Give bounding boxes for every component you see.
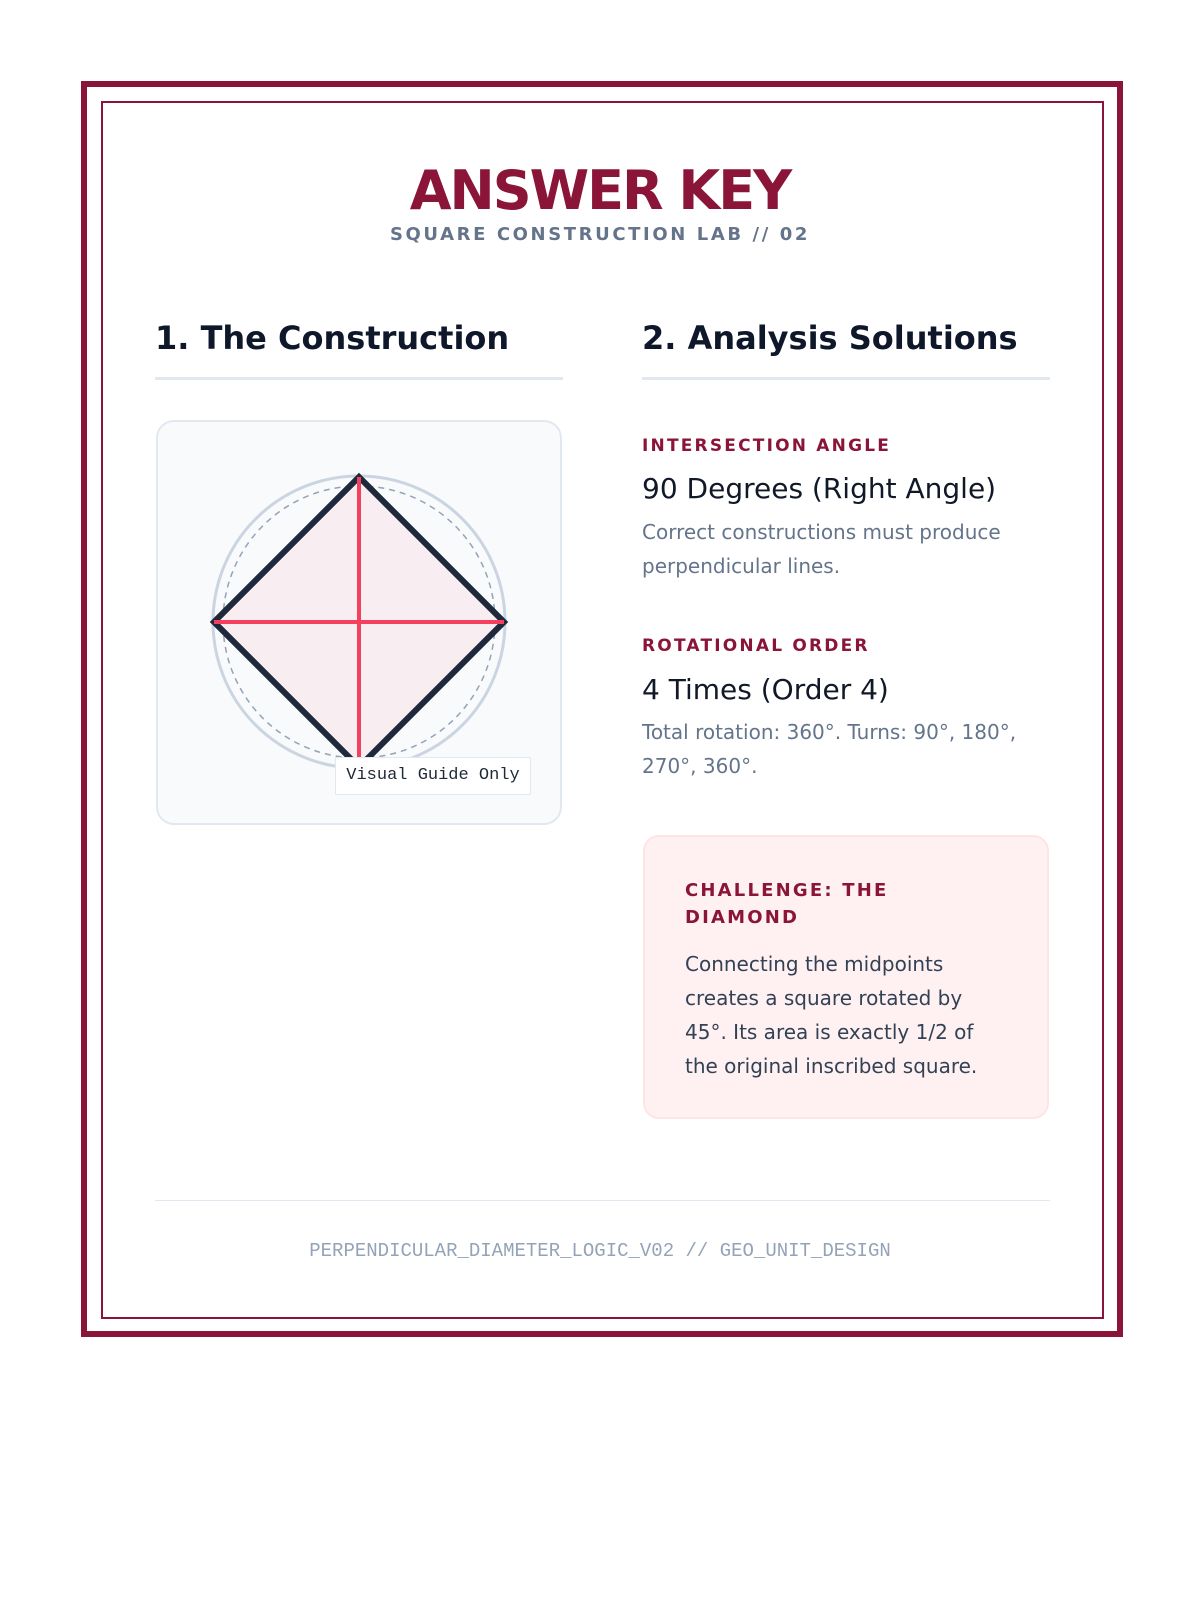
construction-diagram-card xyxy=(156,420,562,825)
construction-heading-rule xyxy=(155,377,563,380)
page-subtitle: SQUARE CONSTRUCTION LAB // 02 xyxy=(389,224,811,245)
intersection-angle-label: INTERSECTION ANGLE xyxy=(642,436,892,456)
footer-divider xyxy=(155,1200,1050,1201)
analysis-heading: 2. Analysis Solutions xyxy=(642,319,1018,357)
visual-guide-label: Visual Guide Only xyxy=(335,757,531,795)
rotational-order-note: Total rotation: 360°. Turns: 90°, 180°, 270°, 360°. xyxy=(642,720,1017,778)
footer-text: PERPENDICULAR_DIAMETER_LOGIC_V02 // GEO_UNIT_DESIGN xyxy=(309,1240,891,1262)
rotational-order-label: ROTATIONAL ORDER xyxy=(642,636,870,656)
intersection-angle-note: Correct constructions must produce perpendicular lines. xyxy=(642,520,1001,578)
page-title: ANSWER KEY xyxy=(409,159,791,222)
challenge-box xyxy=(643,835,1049,1119)
construction-heading: 1. The Construction xyxy=(155,319,510,357)
rotational-order-answer: 4 Times (Order 4) xyxy=(642,673,889,706)
challenge-title: CHALLENGE: THE DIAMOND xyxy=(685,880,889,928)
challenge-body: Connecting the midpoints creates a square rotated by 45°. Its area is exactly 1/2 of the original inscribed square. xyxy=(685,952,978,1078)
intersection-angle-answer: 90 Degrees (Right Angle) xyxy=(642,472,997,505)
analysis-heading-rule xyxy=(642,377,1050,380)
